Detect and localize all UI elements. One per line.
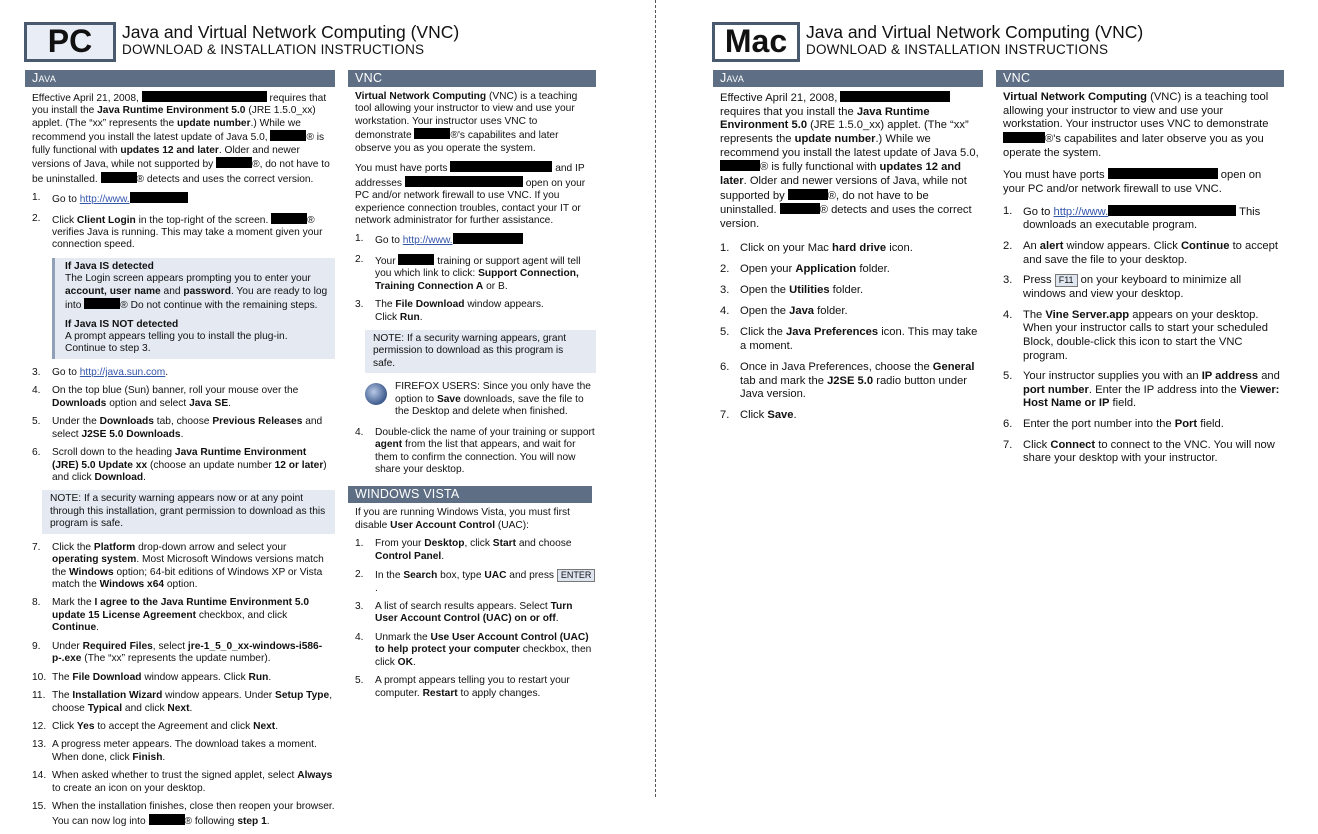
mac-title: Java and Virtual Network Computing (VNC) bbox=[806, 22, 1144, 42]
pc-java-heading: Java bbox=[25, 70, 335, 87]
redaction bbox=[101, 172, 137, 183]
list-item: 4. Open the Java folder. bbox=[720, 305, 848, 318]
mac-header bbox=[712, 22, 1143, 62]
enter-key: ENTER bbox=[557, 569, 596, 582]
redaction bbox=[1108, 168, 1218, 179]
pc-java-steps-cont bbox=[32, 367, 335, 485]
java-sun-link[interactable]: http://java.sun.com bbox=[79, 366, 166, 378]
list-item: 2. An alert window appears. Click Continue to accept and save the file to your desktop. bbox=[1003, 239, 1278, 266]
firefox-icon bbox=[365, 383, 387, 405]
list-item: 2. In the Search box, type UAC and press ENTER. bbox=[355, 569, 596, 595]
redaction bbox=[840, 91, 950, 102]
page-divider bbox=[655, 0, 656, 797]
list-item: 3. A list of search results appears. Select Turn User Account Control (UAC) on or off. bbox=[355, 601, 573, 625]
list-item: 5. Click the Java Preferences icon. This may take a moment. bbox=[720, 326, 978, 352]
redaction bbox=[142, 91, 267, 102]
pc-vnc-steps-end bbox=[355, 427, 596, 477]
step-link[interactable]: http://www. bbox=[402, 235, 453, 247]
pc-vnc-steps bbox=[355, 233, 596, 324]
list-item: 15. When the installation finishes, close then reopen your browser. You can now log into ® following step 1. bbox=[32, 801, 335, 827]
list-item: 10. The File Download window appears. Click Run. bbox=[32, 671, 272, 683]
list-item: 4. On the top blue (Sun) banner, roll your mouse over the Downloads option and select Java SE. bbox=[32, 385, 299, 409]
list-item: 3. Press F11 on your keyboard to minimize all windows and view your desktop. bbox=[1003, 274, 1242, 300]
mac-vnc-steps bbox=[1003, 205, 1284, 467]
mac-vnc-ports: You must have ports open on your PC and/or network firewall to use VNC. bbox=[1003, 169, 1262, 195]
pc-java-column bbox=[25, 70, 335, 834]
list-item: 9. Under Required Files, select jre-1_5_0_xx-windows-i586-p-.exe (The “xx” represents the update number). bbox=[32, 640, 323, 665]
list-item: 5. A prompt appears telling you to restart your computer. Restart to apply changes. bbox=[355, 675, 570, 699]
pc-logo: PC bbox=[24, 22, 116, 62]
list-item: 11. The Installation Wizard window appears. Under Setup Type, choose Typical and click Next. bbox=[32, 690, 333, 714]
redaction bbox=[398, 254, 434, 265]
list-item: 3. The File Download window appears. Click Run. bbox=[355, 299, 544, 323]
redaction bbox=[130, 192, 188, 203]
pc-vnc-heading: VNC bbox=[348, 70, 596, 87]
redaction bbox=[84, 298, 120, 309]
mac-java-column bbox=[713, 70, 983, 431]
redaction bbox=[1108, 205, 1236, 216]
redaction bbox=[271, 213, 307, 224]
mac-vnc-heading: VNC bbox=[996, 70, 1284, 87]
redaction bbox=[405, 176, 523, 187]
pc-subtitle: DOWNLOAD & INSTALLATION INSTRUCTIONS bbox=[122, 42, 425, 57]
list-item: 4. The Vine Server.app appears on your desktop. When your instructor calls to start your scheduled Block, double-click this icon to start the VNC program. bbox=[1003, 308, 1268, 362]
mac-logo: Mac bbox=[712, 22, 800, 62]
list-item: 4. Double-click the name of your training or support agent from the list that appears, and wait for them to confirm the connection. You will now share your desktop. bbox=[355, 426, 595, 475]
list-item: 12. Click Yes to accept the Agreement and click Next. bbox=[32, 720, 279, 732]
list-item: 3. Go to http://java.sun.com. bbox=[32, 366, 169, 378]
redaction bbox=[149, 814, 185, 825]
mac-java-heading: Java bbox=[713, 70, 983, 87]
pc-vnc-note: NOTE: If a security warning appears, grant permission to download as this program is safe. bbox=[365, 330, 596, 373]
pc-java-steps-end bbox=[32, 542, 335, 828]
pc-vnc-intro: Virtual Network Computing (VNC) is a teaching tool allowing your instructor to view and use your workstation. Your instructor uses VNC to demonstrate ®'s capabilites and later observe you as you operate the system. bbox=[355, 91, 578, 154]
step-link[interactable]: http://www. bbox=[79, 194, 130, 206]
list-item: 6. Scroll down to the heading Java Runtime Environment (JRE) 5.0 Update xx (choose an update number 12 or later) and click Download. bbox=[32, 447, 327, 483]
mac-vnc-intro: Virtual Network Computing (VNC) is a teaching tool allowing your instructor to view and use your workstation. Your instructor uses VNC to demonstrate ®'s capabilites and later observe you as you operate the system. bbox=[1003, 91, 1269, 159]
list-item: 7. Click the Platform drop-down arrow and select your operating system. Most Microsoft Windows versions match the Windows option; 64-bit editions of Windows XP or Vista match the Windows x64 option. bbox=[32, 541, 324, 590]
pc-header bbox=[24, 22, 459, 62]
list-item: 2. Your training or support agent will tell you which link to click: Support Connection, Training Connection A or B. bbox=[355, 253, 581, 292]
redaction bbox=[453, 233, 523, 244]
list-item: 6. Once in Java Preferences, choose the General tab and mark the J2SE 5.0 radio button under Java version. bbox=[720, 361, 975, 401]
java-detected-callout: If Java IS detected The Login screen appears prompting you to enter your account, user name and password. You are ready to log into ® Do not continue with the remaining steps. If Java IS NOT detected A prompt appears telling you to install the plug-in. Continue to step 3. bbox=[52, 258, 335, 359]
pc-title: Java and Virtual Network Computing (VNC) bbox=[122, 22, 460, 42]
list-item: 14. When asked whether to trust the signed applet, select Always to create an icon on your desktop. bbox=[32, 770, 333, 794]
redaction bbox=[414, 128, 450, 139]
list-item: 7. Click Connect to connect to the VNC. You will now share your desktop with your instructor. bbox=[1003, 438, 1275, 465]
f11-key: F11 bbox=[1055, 274, 1078, 287]
firefox-tip: FIREFOX USERS: Since you only have the option to Save downloads, save the file to the Desktop and delete when finished. bbox=[365, 381, 596, 418]
vista-steps bbox=[355, 538, 596, 700]
mac-subtitle: DOWNLOAD & INSTALLATION INSTRUCTIONS bbox=[806, 42, 1109, 57]
pc-java-steps bbox=[32, 192, 335, 252]
list-item: 1. Go to http://www. bbox=[355, 233, 596, 247]
mac-vnc-column bbox=[996, 70, 1284, 473]
step-link[interactable]: http://www. bbox=[1053, 205, 1109, 218]
pc-java-intro: Effective April 21, 2008, requires that you install the Java Runtime Environment 5.0 (JRE 1.5.0_xx) applet. (The “xx” represents the update number.) While we recommend you install the latest update of Java 5.0, ® is fully functional with updates 12 and later. Older and newer versions of Java, while not supported by ®, do not have to be uninstalled. ® detects and uses the correct version. bbox=[32, 93, 330, 185]
list-item: 13. A progress meter appears. The download takes a moment. When done, click Finish. bbox=[32, 739, 317, 763]
list-item: 4. Unmark the Use User Account Control (UAC) to help protect your computer checkbox, then click OK. bbox=[355, 631, 592, 668]
redaction bbox=[270, 130, 306, 141]
redaction bbox=[1003, 132, 1045, 143]
redaction bbox=[450, 161, 552, 172]
vista-intro: If you are running Windows Vista, you must first disable User Account Control (UAC): bbox=[355, 507, 570, 531]
list-item: 2. Open your Application folder. bbox=[720, 262, 890, 275]
list-item: 2. Click Client Login in the top-right of the screen. ® verifies Java is running. This may take a moment given your connection speed. bbox=[32, 212, 323, 251]
mac-java-steps bbox=[720, 242, 983, 424]
vista-heading: WINDOWS VISTA bbox=[348, 486, 592, 503]
list-item: 7. Click Save. bbox=[720, 409, 797, 422]
list-item: 1. From your Desktop, click Start and choose Control Panel. bbox=[355, 538, 572, 562]
pc-java-note: NOTE: If a security warning appears now or at any point through this installation, grant permission to download as this program is safe. bbox=[42, 490, 335, 533]
list-item: 1. Go to http://www. bbox=[32, 192, 335, 206]
pc-vnc-column bbox=[348, 70, 596, 706]
list-item: 5. Your instructor supplies you with an IP address and port number. Enter the IP address into the Viewer: Host Name or IP field. bbox=[1003, 370, 1280, 410]
redaction bbox=[788, 189, 828, 200]
list-item: 1. Click on your Mac hard drive icon. bbox=[720, 241, 913, 254]
list-item: 8. Mark the I agree to the Java Runtime Environment 5.0 update 15 License Agreement checkbox, and click Continue. bbox=[32, 597, 310, 634]
pc-vnc-ports: You must have ports and IP addresses open on your PC and/or network firewall to use VNC. If you experience connection troubles, contact your IT or network administrator for further assistance. bbox=[355, 163, 586, 226]
mac-java-intro: Effective April 21, 2008, requires that you install the Java Runtime Environment 5.0 (JRE 1.5.0_xx) applet. (The “xx” represents the update number.) While we recommend you install the latest update of Java 5.0, ® is fully functional with updates 12 and later. Older and newer versions of Java, while not supported by ®, do not have to be uninstalled. ® detects and uses the correct version. bbox=[720, 92, 979, 230]
list-item: 6. Enter the port number into the Port field. bbox=[1003, 418, 1224, 431]
redaction bbox=[780, 203, 820, 214]
redaction bbox=[216, 157, 252, 168]
redaction bbox=[720, 160, 760, 171]
list-item: 1. Go to http://www. This downloads an executable program. bbox=[1003, 204, 1261, 232]
list-item: 5. Under the Downloads tab, choose Previous Releases and select J2SE 5.0 Downloads. bbox=[32, 416, 323, 440]
list-item: 3. Open the Utilities folder. bbox=[720, 283, 864, 296]
